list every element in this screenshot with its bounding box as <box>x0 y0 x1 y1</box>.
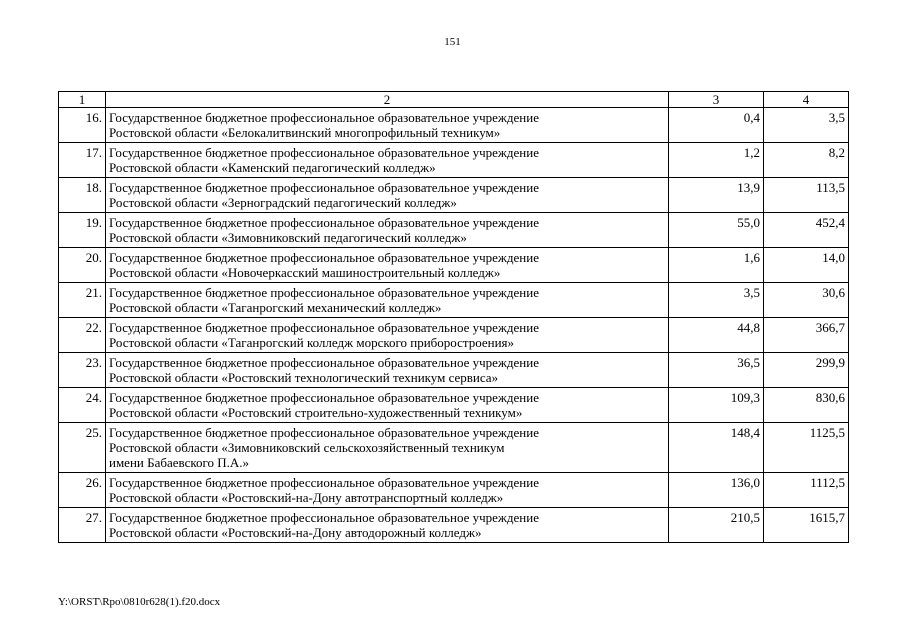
table-row <box>59 508 849 543</box>
value-column-4-cell: 1125,5 <box>764 423 849 473</box>
value-column-3-cell: 1,6 <box>669 248 764 283</box>
row-number-cell: 20. <box>59 248 106 283</box>
data-table <box>58 91 849 543</box>
table-row <box>59 283 849 318</box>
value-column-3-cell: 13,9 <box>669 178 764 213</box>
value-column-4-cell: 113,5 <box>764 178 849 213</box>
value-column-4-cell: 452,4 <box>764 213 849 248</box>
table-row <box>59 178 849 213</box>
value-column-4-cell: 299,9 <box>764 353 849 388</box>
column-header-1: 1 <box>59 92 106 108</box>
institution-name-cell: Государственное бюджетное профессиональное образовательное учреждение Ростовской области «Ростовский-на-Дону автодорожный колледж» <box>106 508 669 543</box>
table-row <box>59 318 849 353</box>
institution-name-cell: Государственное бюджетное профессиональное образовательное учреждение Ростовской области «Ростовский строительно-художественный техникум» <box>106 388 669 423</box>
institution-name-cell: Государственное бюджетное профессиональное образовательное учреждение Ростовской области «Зерноградский педагогический колледж» <box>106 178 669 213</box>
row-number-cell: 17. <box>59 143 106 178</box>
value-column-3-cell: 0,4 <box>669 108 764 143</box>
table-header-row <box>59 92 849 108</box>
row-number-cell: 22. <box>59 318 106 353</box>
institution-name-cell: Государственное бюджетное профессиональное образовательное учреждение Ростовской области «Зимовниковский сельскохозяйственный техникум имени Бабаевского П.А.» <box>106 423 669 473</box>
row-number-cell: 21. <box>59 283 106 318</box>
institution-name-cell: Государственное бюджетное профессиональное образовательное учреждение Ростовской области «Ростовский-на-Дону автотранспортный колледж» <box>106 473 669 508</box>
value-column-4-cell: 30,6 <box>764 283 849 318</box>
table-row <box>59 473 849 508</box>
institution-name-cell: Государственное бюджетное профессиональное образовательное учреждение Ростовской области «Каменский педагогический колледж» <box>106 143 669 178</box>
table-body <box>59 108 849 543</box>
value-column-4-cell: 830,6 <box>764 388 849 423</box>
row-number-cell: 16. <box>59 108 106 143</box>
table-row <box>59 248 849 283</box>
institution-name-cell: Государственное бюджетное профессиональное образовательное учреждение Ростовской области «Ростовский технологический техникум сервиса» <box>106 353 669 388</box>
value-column-4-cell: 8,2 <box>764 143 849 178</box>
value-column-3-cell: 1,2 <box>669 143 764 178</box>
column-header-2: 2 <box>106 92 669 108</box>
row-number-cell: 23. <box>59 353 106 388</box>
row-number-cell: 27. <box>59 508 106 543</box>
page-number: 151 <box>444 36 461 48</box>
value-column-3-cell: 148,4 <box>669 423 764 473</box>
institution-name-cell: Государственное бюджетное профессиональное образовательное учреждение Ростовской области «Таганрогский механический колледж» <box>106 283 669 318</box>
institution-name-cell: Государственное бюджетное профессиональное образовательное учреждение Ростовской области «Белокалитвинский многопрофильный техникум» <box>106 108 669 143</box>
table-row <box>59 108 849 143</box>
value-column-3-cell: 109,3 <box>669 388 764 423</box>
value-column-4-cell: 3,5 <box>764 108 849 143</box>
institution-name-cell: Государственное бюджетное профессиональное образовательное учреждение Ростовской области «Новочеркасский машиностроительный колледж» <box>106 248 669 283</box>
value-column-3-cell: 3,5 <box>669 283 764 318</box>
value-column-3-cell: 36,5 <box>669 353 764 388</box>
row-number-cell: 19. <box>59 213 106 248</box>
row-number-cell: 18. <box>59 178 106 213</box>
table-row <box>59 143 849 178</box>
footer-file-path: Y:\ORST\Rpo\0810r628(1).f20.docx <box>58 596 221 608</box>
column-header-4: 4 <box>764 92 849 108</box>
value-column-4-cell: 14,0 <box>764 248 849 283</box>
institution-name-cell: Государственное бюджетное профессиональное образовательное учреждение Ростовской области «Таганрогский колледж морского приборостроения» <box>106 318 669 353</box>
value-column-4-cell: 366,7 <box>764 318 849 353</box>
column-header-3: 3 <box>669 92 764 108</box>
value-column-3-cell: 136,0 <box>669 473 764 508</box>
table-row <box>59 213 849 248</box>
row-number-cell: 24. <box>59 388 106 423</box>
row-number-cell: 26. <box>59 473 106 508</box>
value-column-3-cell: 55,0 <box>669 213 764 248</box>
row-number-cell: 25. <box>59 423 106 473</box>
institution-name-cell: Государственное бюджетное профессиональное образовательное учреждение Ростовской области «Зимовниковский педагогический колледж» <box>106 213 669 248</box>
value-column-3-cell: 210,5 <box>669 508 764 543</box>
value-column-4-cell: 1615,7 <box>764 508 849 543</box>
table-row <box>59 388 849 423</box>
table-row <box>59 423 849 473</box>
value-column-4-cell: 1112,5 <box>764 473 849 508</box>
table-row <box>59 353 849 388</box>
value-column-3-cell: 44,8 <box>669 318 764 353</box>
